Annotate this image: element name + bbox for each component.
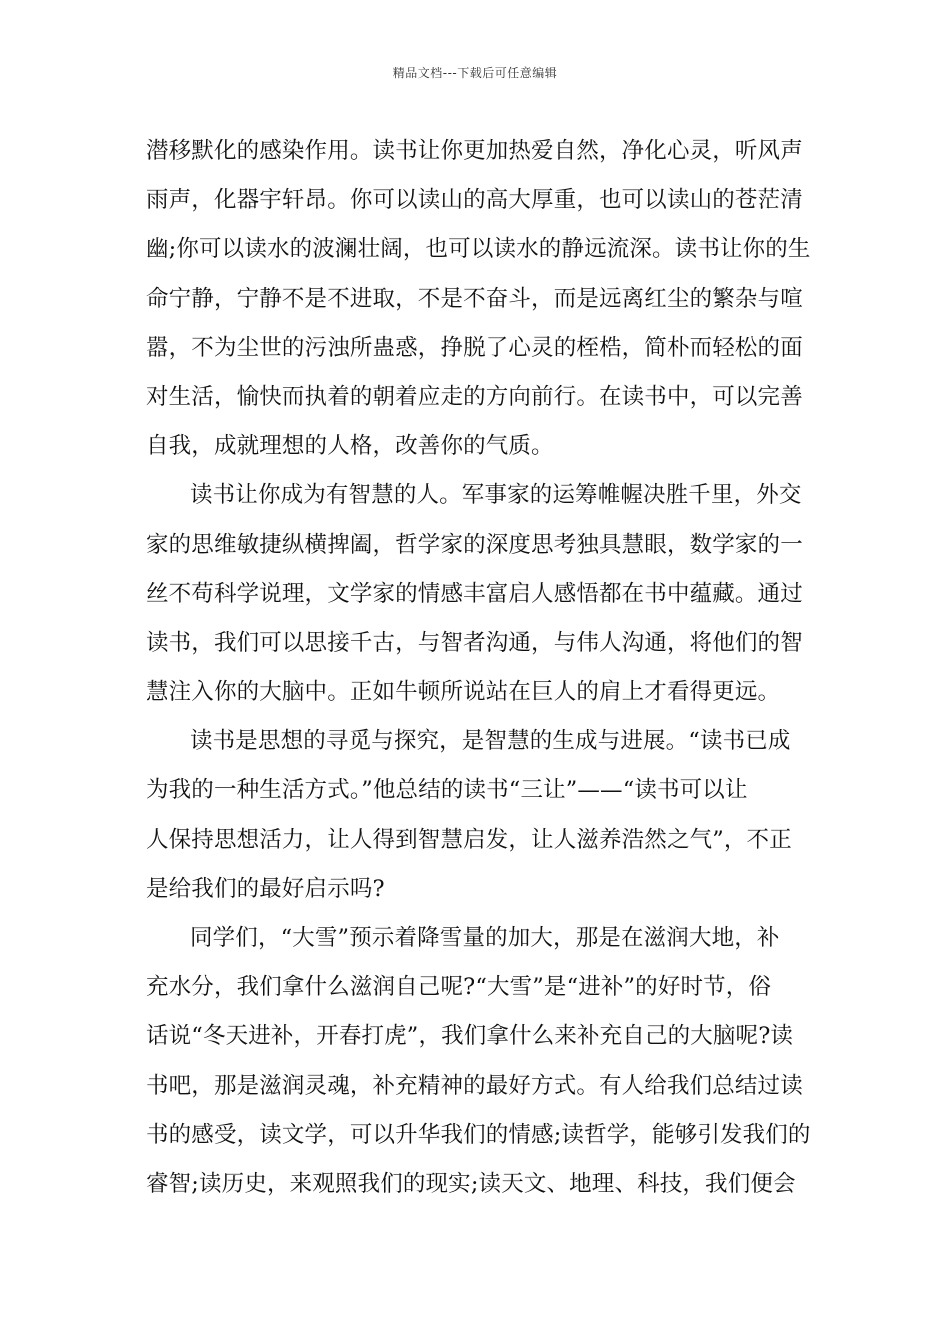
text-line-3: 幽;你可以读水的波澜壮阔，也可以读水的静远流深。读书让你的生 <box>146 236 811 263</box>
text-line-16: 是给我们的最好启示吗? <box>146 875 385 902</box>
text-line-2: 雨声，化器宇轩昂。你可以读山的高大厚重，也可以读山的苍茫清 <box>146 187 803 214</box>
text-line-6: 对生活，愉快而执着的朝着应走的方向前行。在读书中，可以完善 <box>146 383 803 410</box>
text-line-10: 丝不苟科学说理，文学家的情感丰富启人感悟都在书中蕴藏。通过 <box>146 580 803 607</box>
text-line-1: 潜移默化的感染作用。读书让你更加热爱自然，净化心灵，听风声 <box>146 138 803 164</box>
text-line-20: 书吧，那是滋润灵魂，补充精神的最好方式。有人给我们总结过读 <box>146 1072 803 1099</box>
text-line-7: 自我，成就理想的人格，改善你的气质。 <box>146 433 554 460</box>
text-line-18: 充水分，我们拿什么滋润自己呢?“大雪”是“进补”的好时节，俗 <box>146 974 772 1001</box>
text-line-21: 书的感受，读文学，可以升华我们的情感;读哲学，能够引发我们的 <box>146 1121 811 1148</box>
text-line-9: 家的思维敏捷纵横捭阖，哲学家的深度思考独具慧眼，数学家的一 <box>146 531 803 558</box>
text-line-14: 为我的一种生活方式。”他总结的读书“三让”——“读书可以让 <box>146 777 748 804</box>
page-header: 精品文档---下载后可任意编辑 <box>392 66 558 80</box>
text-line-15: 人保持思想活力，让人得到智慧启发，让人滋养浩然之气”，不正 <box>146 826 792 853</box>
text-line-17: 同学们，“大雪”预示着降雪量的加大，那是在滋润大地，补 <box>190 925 780 951</box>
text-line-19: 话说“冬天进补，开春打虎”，我们拿什么来补充自己的大脑呢?读 <box>146 1023 794 1050</box>
text-line-12: 慧注入你的大脑中。正如牛顿所说站在巨人的肩上才看得更远。 <box>146 679 781 706</box>
document-body <box>146 133 814 1215</box>
text-line-22: 睿智;读历史，来观照我们的现实;读天文、地理、科技，我们便会 <box>146 1170 796 1197</box>
text-line-13: 读书是思想的寻觅与探究，是智慧的生成与进展。“读书已成 <box>190 728 791 755</box>
text-line-5: 嚣，不为尘世的污浊所蛊惑，挣脱了心灵的桎梏，简朴而轻松的面 <box>146 334 803 361</box>
text-line-4: 命宁静，宁静不是不进取，不是不奋斗，而是远离红尘的繁杂与喧 <box>146 285 803 312</box>
text-line-8: 读书让你成为有智慧的人。军事家的运筹帷幄决胜千里，外交 <box>190 482 802 509</box>
text-line-11: 读书，我们可以思接千古，与智者沟通，与伟人沟通，将他们的智 <box>146 629 803 656</box>
